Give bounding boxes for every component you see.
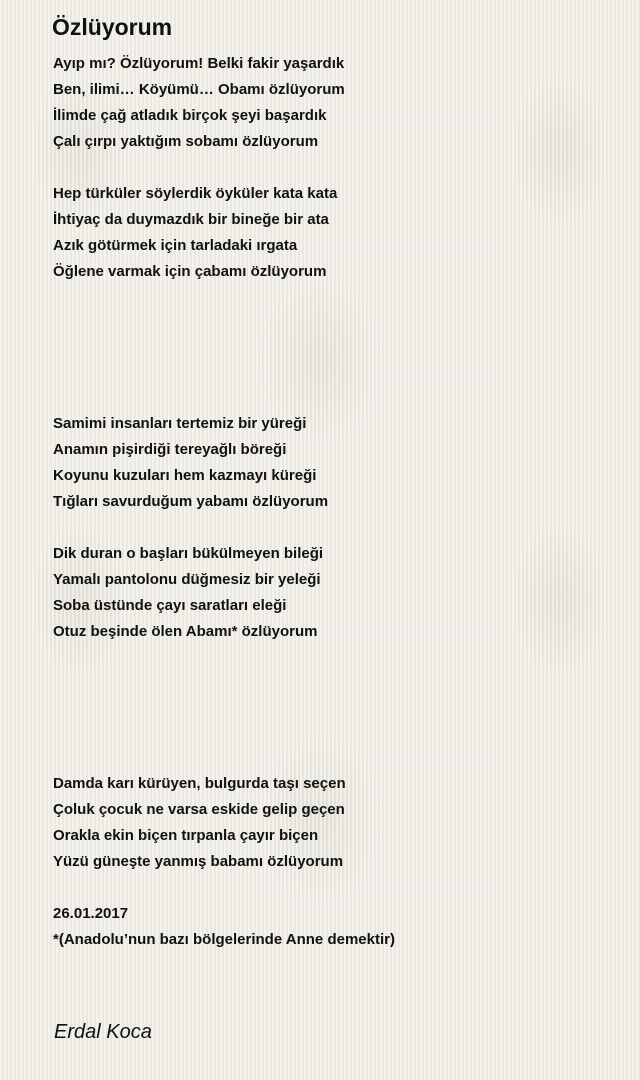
footnote: *(Anadolu’nun bazı bölgelerinde Anne demektir) — [53, 931, 395, 948]
stanza-4 — [53, 541, 323, 645]
poem-line: Koyunu kuzuları hem kazmayı küreği — [53, 467, 317, 484]
poem-line: Ben, ilimi… Köyümü… Obamı özlüyorum — [53, 81, 345, 98]
poem-line: Soba üstünde çayı saratları eleği — [53, 597, 287, 614]
stanza-3 — [53, 411, 328, 515]
poem-line: Orakla ekin biçen tırpanla çayır biçen — [53, 827, 319, 844]
poem-line: Tığları savurduğum yabamı özlüyorum — [53, 493, 329, 510]
poem-line: İhtiyaç da duymazdık bir bineğe bir ata — [53, 211, 329, 228]
poem-line: Samimi insanları tertemiz bir yüreği — [53, 415, 307, 432]
poem-line: Yüzü güneşte yanmış babamı özlüyorum — [53, 853, 344, 870]
poem-line: Öğlene varmak için çabamı özlüyorum — [53, 263, 327, 280]
stanza-1 — [53, 51, 345, 155]
poem-line: Çalı çırpı yaktığım sobamı özlüyorum — [53, 133, 319, 150]
stanza-2 — [53, 181, 337, 285]
poem-line: Yamalı pantolonu düğmesiz bir yeleği — [53, 571, 321, 588]
poem-line: Çoluk çocuk ne varsa eskide gelip geçen — [53, 801, 345, 818]
stanza-5 — [53, 771, 346, 875]
poem-line: Otuz beşinde ölen Abamı* özlüyorum — [53, 623, 318, 640]
poem-line: Dik duran o başları bükülmeyen bileği — [53, 545, 324, 562]
poem-line: Hep türküler söylerdik öyküler kata kata — [53, 185, 338, 202]
author-name: Erdal Koca — [54, 1021, 152, 1043]
poem-line: Ayıp mı? Özlüyorum! Belki fakir yaşardık — [53, 55, 345, 72]
poem-line: Anamın pişirdiği tereyağlı böreği — [53, 441, 287, 458]
poem-line: İlimde çağ atladık birçok şeyi başardık — [53, 107, 327, 124]
poem-line: Azık götürmek için tarladaki ırgata — [53, 237, 298, 254]
poem-title: Özlüyorum — [52, 14, 173, 40]
poem-line: Damda karı kürüyen, bulgurda taşı seçen — [53, 775, 346, 792]
poem-date: 26.01.2017 — [53, 905, 129, 922]
